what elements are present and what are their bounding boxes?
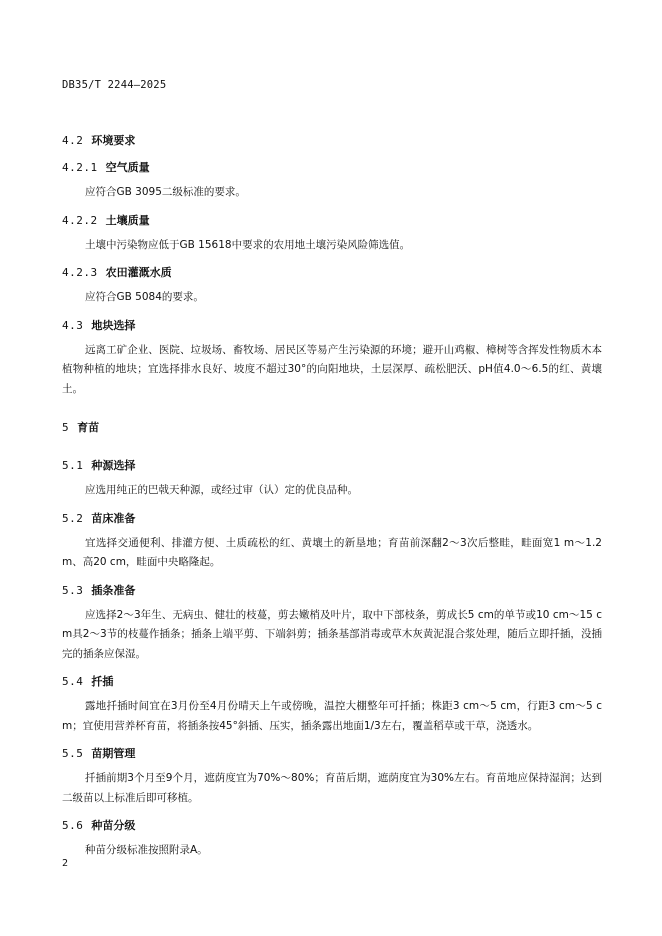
section-heading-4-2-2 (62, 212, 602, 230)
paragraph-cutting-insertion: 露地扦插时间宜在3月份至4月份晴天上午或傍晚，温控大棚整年可扦插；株距3 cm～5 cm，行距3 cm～5 cm；宜使用营养杯育苗，将插条按45°斜插、压实，插条露出地面1/3左右，覆盖稻草或干草，浇透水。 (62, 700, 602, 732)
section-number: 5.4 (62, 675, 84, 688)
paragraph-cutting-preparation: 应选择2～3年生、无病虫、健壮的枝蔓，剪去嫩梢及叶片，取中下部枝条，剪成长5 cm的单节或10 cm～15 cm具2～3节的枝蔓作插条；插条上端平剪、下端斜剪；插条基部消毒或草木灰黄泥混合浆处理，随后立即扦插，没插完的插条应保湿。 (62, 608, 602, 660)
chapter-heading-5 (62, 419, 602, 437)
section-number: 4.2.2 (62, 213, 98, 227)
section-title: 插条准备 (91, 583, 136, 597)
section-title: 种苗分级 (91, 819, 136, 832)
section-heading-4-2-3 (62, 264, 602, 282)
section-title: 扦插 (91, 675, 114, 688)
section-heading-5-5 (62, 745, 602, 763)
paragraph-seedling-grading: 种苗分级标准按照附录A。 (85, 844, 208, 856)
section-title: 苗期管理 (91, 747, 136, 760)
section-title: 苗床准备 (91, 511, 136, 525)
page-number: 2 (62, 858, 69, 869)
section-number: 5.5 (62, 747, 84, 760)
paragraph-soil-quality: 土壤中污染物应低于GB 15618中要求的农用地土壤污染风险筛选值。 (85, 238, 411, 251)
section-heading-5-1 (62, 457, 602, 475)
paragraph-seedling-management: 扦插前期3个月至9个月，遮荫度宜为70%～80%；育苗后期，遮荫度宜为30%左右。育苗地应保持湿润；达到二级苗以上标准后即可移植。 (62, 772, 602, 804)
section-number: 4.2 (62, 134, 84, 147)
section-title: 地块选择 (91, 318, 136, 332)
paragraph-seedbed-preparation: 宜选择交通便利、排灌方便、土质疏松的红、黄壤土的新垦地；育苗前深翻2～3次后整畦，畦面宽1 m～1.2 m、高20 cm，畦面中央略隆起。 (62, 536, 602, 568)
section-title: 空气质量 (105, 161, 150, 174)
chapter-number: 5 (62, 421, 70, 434)
section-heading-4-3 (62, 317, 602, 335)
section-number: 5.3 (62, 583, 84, 597)
paragraph-site-selection: 远离工矿企业、医院、垃圾场、畜牧场、居民区等易产生污染源的环境；避开山鸡椒、樟树等含挥发性物质木本植物种植的地块；宜选择排水良好、坡度不超过30°的向阳地块，土层深厚、疏松肥沃、pH值4.0～6.5的红、黄壤土。 (62, 343, 602, 395)
section-title: 农田灌溉水质 (105, 266, 172, 279)
section-number: 4.2.1 (62, 161, 98, 174)
section-number: 5.2 (62, 511, 84, 525)
document-id-header: DB35/T 2244—2025 (62, 79, 167, 91)
paragraph-irrigation-water: 应符合GB 5084的要求。 (85, 291, 204, 303)
section-title: 环境要求 (91, 134, 136, 147)
section-title: 土壤质量 (105, 213, 150, 227)
section-heading-5-2 (62, 510, 602, 528)
section-number: 4.2.3 (62, 266, 98, 279)
paragraph-seed-source: 应选用纯正的巴戟天种源，或经过审（认）定的优良品种。 (85, 484, 358, 496)
section-number: 4.3 (62, 318, 84, 332)
section-heading-4-2 (62, 132, 602, 150)
paragraph-air-quality: 应符合GB 3095二级标准的要求。 (85, 186, 246, 198)
section-number: 5.1 (62, 459, 84, 472)
section-number: 5.6 (62, 819, 84, 832)
document-body (62, 132, 602, 861)
section-heading-5-3 (62, 582, 602, 600)
section-heading-5-4 (62, 673, 602, 691)
section-title: 种源选择 (91, 459, 136, 472)
chapter-title: 育苗 (77, 421, 100, 434)
section-heading-5-6 (62, 817, 602, 835)
section-heading-4-2-1 (62, 159, 602, 177)
